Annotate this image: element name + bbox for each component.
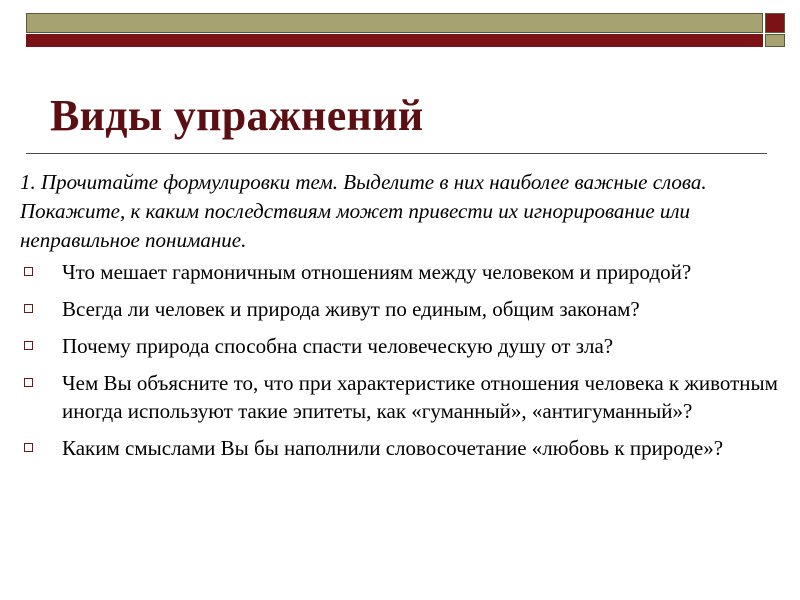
list-item (22, 295, 782, 323)
intro-text: 1. Прочитайте формулировки тем. Выделите в них наиболее важные слова. Покажите, к каким последствиям может привести их игнорирование или неправильное понимание. (20, 170, 707, 252)
header-bar-maroon (26, 34, 763, 47)
slide-title: Виды упражнений (50, 91, 424, 140)
hollow-square-icon (24, 304, 33, 313)
hollow-square-icon (24, 378, 33, 387)
list-item (22, 369, 782, 425)
hollow-square-icon (24, 267, 33, 276)
list-item-text: Что мешает гармоничным отношениям между человеком и природой? (62, 260, 692, 284)
header-square-olive (765, 34, 785, 47)
hollow-square-icon (24, 443, 33, 452)
list-item-text: Всегда ли человек и природа живут по единым, общим законам? (62, 297, 640, 321)
list-item (22, 332, 782, 360)
question-list (22, 258, 782, 471)
header-square-maroon (765, 13, 785, 33)
list-item (22, 434, 782, 462)
list-item-text: Чем Вы объясните то, что при характеристике отношения человека к животным иногда используют такие эпитеты, как «гуманный», «антигуманный»? (62, 371, 778, 423)
hollow-square-icon (24, 341, 33, 350)
list-item-text: Почему природа способна спасти человеческую душу от зла? (62, 334, 614, 358)
list-item-text: Каким смыслами Вы бы наполнили словосочетание «любовь к природе»? (62, 436, 724, 460)
header-bar-olive (26, 13, 763, 33)
title-divider (26, 153, 767, 154)
list-item (22, 258, 782, 286)
